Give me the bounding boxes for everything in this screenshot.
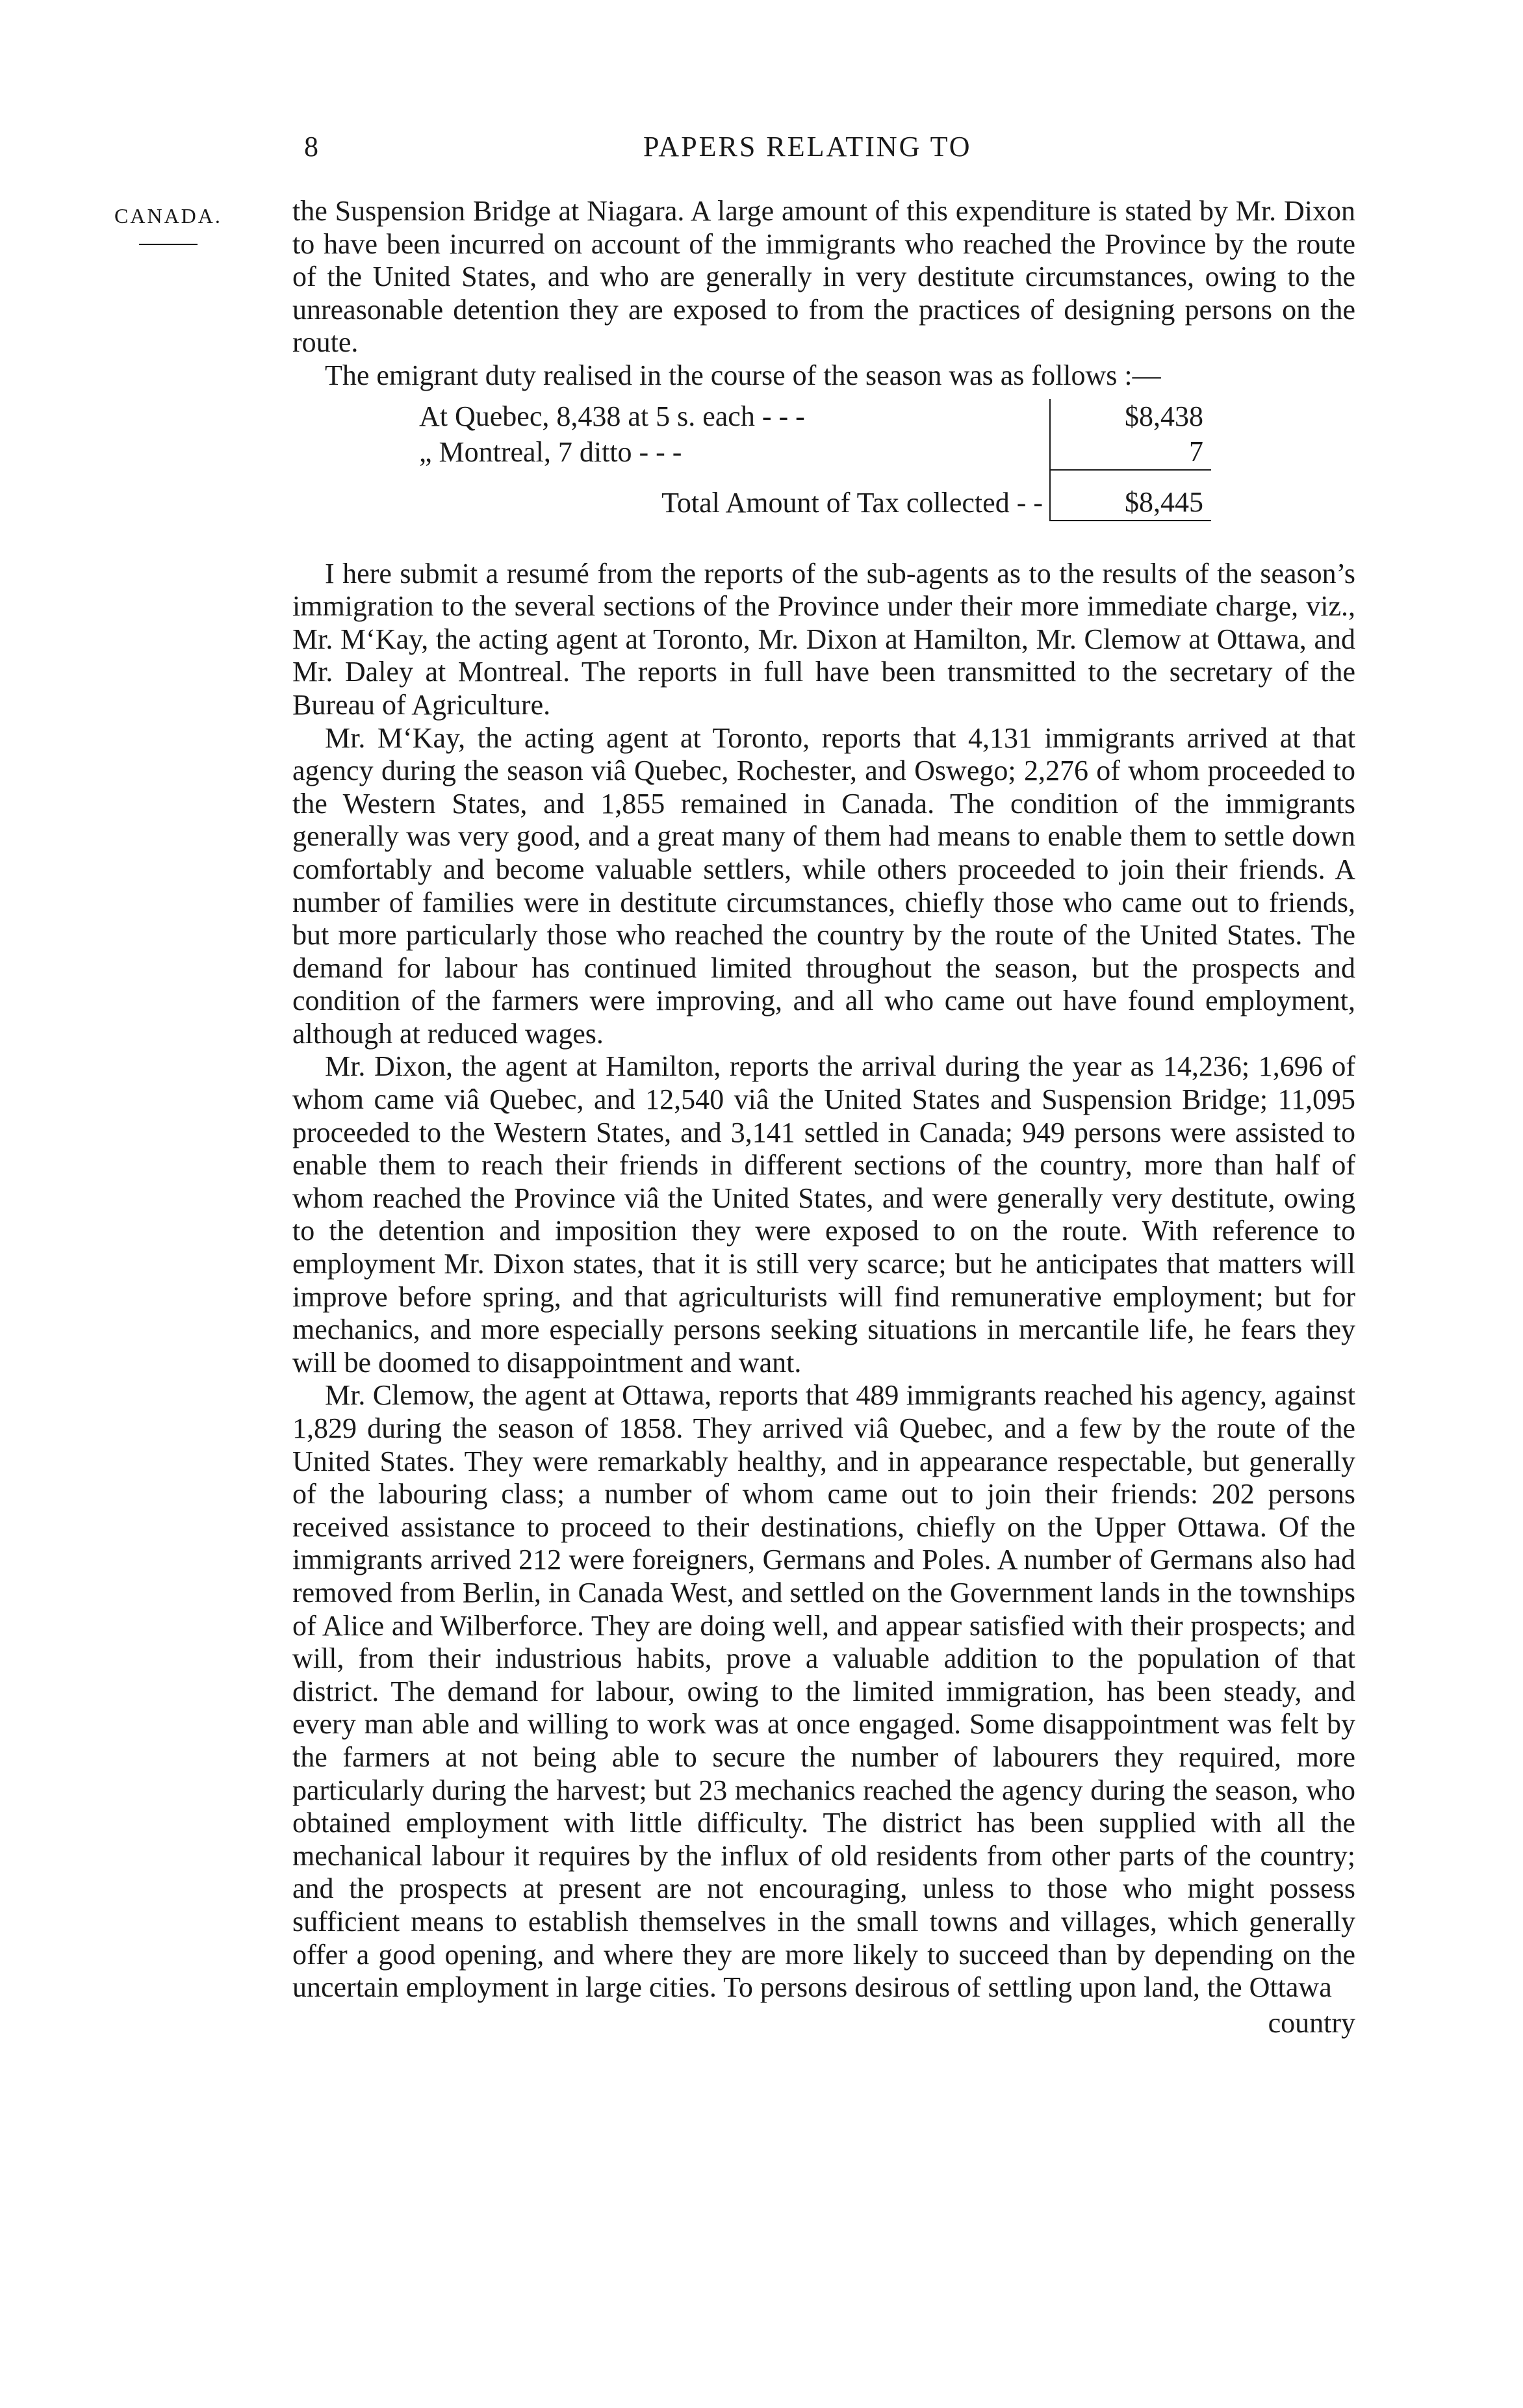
tax-row-label: „ Montreal, 7 ditto - - - xyxy=(419,435,682,468)
paragraph: Mr. M‘Kay, the acting agent at Toronto, reports that 4,131 immigrants arrived at that agency during the season viâ Quebec, Rochester, and Oswego; 2,276 of whom proceeded to the Western States, and 1,855 remained in Canada. The condition of the immigrants generally was very good, and a great many of them had means to enable them to settle down comfortably and become valuable settlers, while others proceeded to join their friends. A number of families were in destitute circumstances, chiefly those who came out to friends, but more particularly those who reached the country by the route of the United States. The demand for labour has continued limited throughout the season, but the prospects and condition of the farmers were improving, and all who came out have found employment, although at reduced wages. xyxy=(292,721,1355,1050)
margin-rule xyxy=(139,244,198,245)
tax-table xyxy=(419,399,1211,521)
paragraph: Mr. Clemow, the agent at Ottawa, reports that 489 immigrants reached his agency, against 1,829 during the season of 1858. They arrived viâ Quebec, and a few by the route of the United States. They were remarkably healthy, and in appearance respectable, but generally of the labouring class; a number of whom came out to join their friends: 202 persons received assistance to proceed to their destinations, chiefly on the Upper Ottawa. Of the immigrants arrived 212 were foreigners, Germans and Poles. A number of Germans also had removed from Berlin, in Canada West, and settled on the Government lands in the townships of Alice and Wilberforce. They are doing well, and appear satisfied with their prospects; and will, from their industrious habits, prove a valuable addition to the population of that district. The demand for labour, owing to the limited immigration, has been steady, and every man able and willing to work was at once engaged. Some disappointment was felt by the farmers at not being able to secure the number of labourers they required, more particularly during the harvest; but 23 mechanics reached the agency during the season, who obtained employment with little difficulty. The district has been supplied with all the mechanical labour it requires by the influx of old residents from other parts of the country; and the prospects at present are not encouraging, unless to those who might possess sufficient means to establish themselves in the small towns and villages, which generally offer a good opening, and where they are more likely to succeed than by depending on the uncertain employment in large cities. To persons desirous of settling upon land, the Ottawa xyxy=(292,1379,1355,2004)
margin-note-label: CANADA. xyxy=(114,204,222,227)
paragraph: Mr. Dixon, the agent at Hamilton, reports the arrival during the year as 14,236; 1,696 of whom came viâ Quebec, and 12,540 viâ the United States and Suspension Bridge; 11,095 proceeded to the Western States, and 3,141 settled in Canada; 949 persons were assisted to enable them to reach their friends in different sections of the country, more than half of whom reached the Province viâ the United States, and were generally very destitute, owing to the detention and imposition they were exposed to on the route. With reference to employment Mr. Dixon states, that it is still very scarce; but he anticipates that matters will improve before spring, and that agriculturists will find remunerative employment; but for mechanics, and more especially persons seeking situations in mercantile life, he fears they will be doomed to disappointment and want. xyxy=(292,1050,1355,1379)
table-row xyxy=(419,434,1211,470)
page-number: 8 xyxy=(304,131,318,162)
table-spacer xyxy=(419,470,1211,485)
tax-total-amount: $8,445 xyxy=(1050,485,1211,521)
tax-row-amount: 7 xyxy=(1050,434,1211,470)
running-head: PAPERS RELATING TO xyxy=(643,131,972,162)
tax-row-amount: $8,438 xyxy=(1050,399,1211,434)
body-text xyxy=(292,195,1355,2039)
catchword: country xyxy=(1268,2006,1355,2039)
tax-total-label: Total Amount of Tax collected - - xyxy=(661,486,1043,519)
paragraph: I here submit a resumé from the reports of the sub-agents as to the results of the season’s immigration to the several sections of the Province under their more immediate charge, viz., Mr. M‘Kay, the acting agent at Toronto, Mr. Dixon at Hamilton, Mr. Clemow at Ottawa, and Mr. Daley at Montreal. The reports in full have been transmitted to the secretary of the Bureau of Agriculture. xyxy=(292,557,1355,721)
paragraph: the Suspension Bridge at Niagara. A large amount of this expenditure is stated by Mr. Dixon to have been incurred on account of the immigrants who reached the Province by the route of the United States, and who are generally in very destitute circumstances, owing to the unreasonable detention they are exposed to from the practices of designing persons on the route. xyxy=(292,195,1355,359)
table-row xyxy=(419,399,1211,434)
table-row xyxy=(419,485,1211,521)
paragraph: The emigrant duty realised in the course of the season was as follows :— xyxy=(325,359,1161,391)
margin-note xyxy=(114,204,222,245)
tax-row-label: At Quebec, 8,438 at 5 s. each - - - xyxy=(419,400,805,432)
